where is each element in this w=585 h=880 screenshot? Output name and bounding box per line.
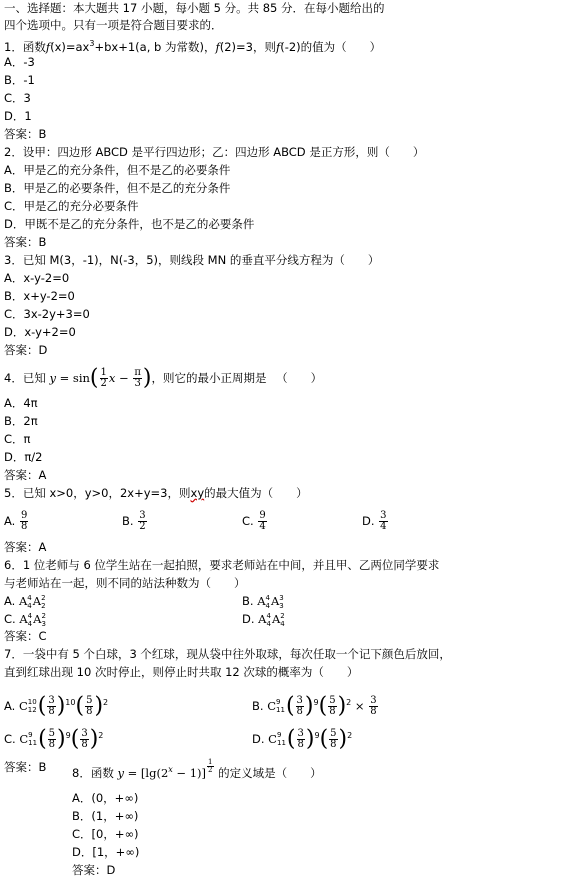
q8-stem: 8．函数 $y = [\lg(2^x - 1)]$ $\frac{1}{2}$ 的定义域是（ ） bbox=[72, 758, 322, 780]
q8-option-d[interactable]: D．[1，+∞) bbox=[72, 845, 140, 859]
q4-y: y bbox=[49, 371, 56, 385]
q6-answer: 答案：C bbox=[4, 629, 47, 643]
q4-minus: − bbox=[115, 371, 133, 385]
q8-option-c[interactable]: C．[0，+∞) bbox=[72, 827, 139, 841]
section-header-line2: 四个选项中。只有一项是符合题目要求的． bbox=[4, 18, 223, 32]
q5-option-a[interactable]: A. $\frac{9}{8}$ bbox=[4, 510, 28, 532]
q2-option-c[interactable]: C．甲是乙的充分必要条件 bbox=[4, 199, 139, 213]
q5-option-c[interactable]: C. $\frac{9}{4}$ bbox=[242, 510, 266, 532]
q6-option-a[interactable]: A. A 4 4 A 2 2 bbox=[4, 593, 46, 610]
q4-lparen: ( bbox=[89, 365, 99, 391]
q1-number: 1． bbox=[4, 39, 23, 54]
q2-stem: 2．设甲：四边形 ABCD 是平行四边形；乙：四边形 ABCD 是正方形，则（ ） bbox=[4, 145, 425, 159]
q1-rest: +bx+1(a, b 为常数)， bbox=[94, 39, 216, 54]
q3-stem: 3．已知 M(3，-1)，N(-3，5)，则线段 MN 的垂直平分线方程为（ ） bbox=[4, 253, 380, 267]
q4-number: 4． bbox=[4, 371, 23, 385]
q1-f2: f bbox=[215, 39, 220, 54]
q4-pi-fraction: $\frac{\pi}{3}$ bbox=[134, 367, 141, 389]
q1-option-c[interactable]: C．3 bbox=[4, 91, 31, 105]
q4-option-b[interactable]: B．2π bbox=[4, 414, 38, 428]
q4-post: ，则它的最小正周期是 bbox=[151, 371, 267, 385]
q5-stem: 5．已知 x>0，y>0，2x+y=3，则xy的最大值为（ ） bbox=[4, 486, 308, 500]
q6-option-b[interactable]: B. A 4 4 A 3 3 bbox=[242, 593, 284, 610]
q7-stem-line1: 7．一袋中有 5 个白球，3 个红球，现从袋中往外取球，每次任取一个记下颜色后放回， bbox=[4, 647, 451, 661]
q7-option-a[interactable]: A. C 10 12 ( $\frac{3}{8}$ )$^{10}$( $\frac{5}{8}$ )$^2$ bbox=[4, 693, 109, 719]
q6-option-d[interactable]: D. A 4 4 A 2 4 bbox=[242, 611, 285, 628]
q4-pre: 已知 bbox=[22, 371, 46, 385]
q7-stem-line2: 直到红球出现 10 次时停止，则停止时共取 12 次球的概率为（ ） bbox=[4, 665, 359, 679]
q4-option-d[interactable]: D．π/2 bbox=[4, 450, 43, 464]
q5-option-b[interactable]: B. $\frac{3}{2}$ bbox=[122, 510, 146, 532]
q3-option-c[interactable]: C．3x-2y+3=0 bbox=[4, 307, 90, 321]
q6-stem-line2: 与老师站在一起，则不同的站法种数为（ ） bbox=[4, 576, 246, 590]
q4-eq: = sin bbox=[55, 371, 90, 385]
q3-option-b[interactable]: B．x+y-2=0 bbox=[4, 289, 75, 303]
q1-stem bbox=[4, 36, 381, 55]
q8-option-b[interactable]: B．(1，+∞) bbox=[72, 809, 139, 823]
q1-option-b[interactable]: B．-1 bbox=[4, 73, 35, 87]
q7-answer: 答案：B bbox=[4, 760, 47, 774]
q5-xy: xy bbox=[190, 486, 205, 500]
q4-x: x bbox=[108, 371, 116, 385]
q7-option-c[interactable]: C. C 9 11 ( $\frac{5}{8}$ )$^9$( $\frac{3}{8}$ )$^2$ bbox=[4, 726, 104, 752]
q1-def: (x)=ax bbox=[50, 39, 90, 54]
q1-pre: 函数 bbox=[22, 39, 46, 54]
q5-option-d[interactable]: D. $\frac{3}{4}$ bbox=[362, 510, 387, 532]
section-header-line1: 一、选择题：本大题共 17 小题，每小题 5 分。共 85 分．在每小题给出的 bbox=[4, 1, 385, 15]
q1-exponent: 3 bbox=[89, 39, 95, 48]
q3-option-d[interactable]: D．x-y+2=0 bbox=[4, 325, 76, 339]
q6-option-c[interactable]: C. A 4 4 A 2 3 bbox=[4, 611, 46, 628]
q8-answer: 答案：D bbox=[72, 863, 116, 877]
q1-option-d[interactable]: D．1 bbox=[4, 109, 32, 123]
q3-option-a[interactable]: A．x-y-2=0 bbox=[4, 271, 70, 285]
q4-option-a[interactable]: A．4π bbox=[4, 396, 38, 410]
q1-answer: 答案：B bbox=[4, 127, 47, 141]
q1-f2-value: (2)=3，则 bbox=[219, 39, 276, 54]
q2-option-a[interactable]: A．甲是乙的充分条件，但不是乙的必要条件 bbox=[4, 163, 231, 177]
q4-answer: 答案：A bbox=[4, 468, 47, 482]
q2-option-d[interactable]: D．甲既不是乙的充分条件，也不是乙的必要条件 bbox=[4, 217, 255, 231]
q4-half-fraction: $\frac{1}{2}$ bbox=[100, 367, 107, 389]
q4-stem bbox=[4, 366, 322, 390]
q4-option-c[interactable]: C．π bbox=[4, 432, 31, 446]
q5-answer: 答案：A bbox=[4, 540, 47, 554]
q2-option-b[interactable]: B．甲是乙的必要条件，但不是乙的充分条件 bbox=[4, 181, 231, 195]
q7-option-b[interactable]: B. C 9 11 ( $\frac{3}{8}$ )$^9$( $\frac{5}{8}$ )$^2$ × $\frac{3}{8}$ bbox=[252, 693, 377, 719]
q8-option-a[interactable]: A．(0，+∞) bbox=[72, 791, 139, 805]
q1-f: f bbox=[45, 39, 51, 54]
q2-answer: 答案：B bbox=[4, 235, 47, 249]
q1-fm2: f bbox=[275, 39, 281, 54]
q6-stem-line1: 6．1 位老师与 6 位学生站在一起拍照，要求老师站在中间，并且甲、乙两位同学要求 bbox=[4, 558, 440, 572]
q1-option-a[interactable]: A．-3 bbox=[4, 55, 35, 69]
q4-blank: （ ） bbox=[276, 371, 323, 385]
q7-option-d[interactable]: D. C 9 11 ( $\frac{3}{8}$ )$^9$( $\frac{5}{8}$ )$^2$ bbox=[252, 726, 353, 752]
q1-fm2-value: (-2)的值为（ ） bbox=[280, 39, 382, 54]
q4-rparen: ) bbox=[142, 365, 152, 391]
q3-answer: 答案：D bbox=[4, 343, 48, 357]
